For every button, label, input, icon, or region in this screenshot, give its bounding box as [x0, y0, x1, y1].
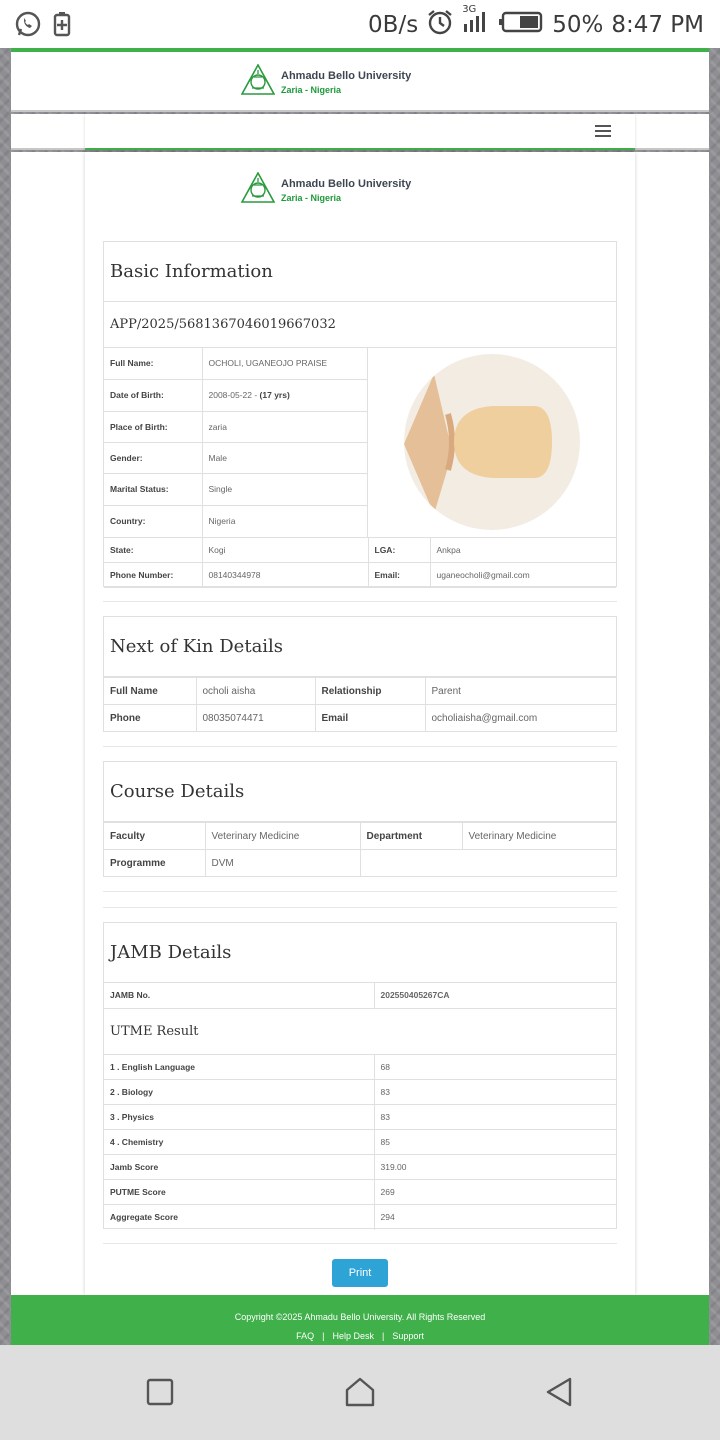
- label: Full Name: [104, 678, 196, 705]
- university-location: Zaria - Nigeria: [281, 85, 342, 95]
- home-icon[interactable]: [344, 1376, 376, 1413]
- university-location: Zaria - Nigeria: [281, 193, 342, 203]
- basic-information-panel: [103, 241, 617, 587]
- battery-level: 50%: [552, 12, 604, 38]
- utme-result-table: [104, 1055, 616, 1230]
- kin-relationship-value: Parent: [425, 678, 616, 705]
- label: Gender:: [104, 442, 202, 473]
- subject-score: 68: [374, 1055, 616, 1080]
- copyright-text: Copyright ©2025 Ahmadu Bello University. All Rights Reserved: [234, 1312, 486, 1322]
- label: Email:: [368, 563, 430, 588]
- jamb-details-panel: [103, 922, 617, 1229]
- menu-icon[interactable]: [595, 125, 611, 137]
- putme-score-label: PUTME Score: [104, 1180, 374, 1205]
- recents-icon[interactable]: [146, 1378, 174, 1411]
- subject-score: 83: [374, 1080, 616, 1105]
- signal-icon: 3G: [462, 8, 490, 42]
- status-bar: [0, 0, 720, 48]
- section-title: Basic Information: [104, 242, 616, 302]
- label: Marital Status:: [104, 473, 202, 505]
- programme-value: DVM: [205, 850, 360, 877]
- aggregate-score-label: Aggregate Score: [104, 1205, 374, 1230]
- empty-cell: [360, 850, 616, 877]
- label: Place of Birth:: [104, 411, 202, 442]
- system-navigation-bar: [0, 1345, 720, 1440]
- avatar: [404, 354, 580, 530]
- separator: |: [382, 1331, 385, 1341]
- label: Full Name:: [104, 348, 202, 379]
- label: Department: [360, 823, 462, 850]
- alarm-icon: [426, 8, 454, 42]
- kin-name-value: ocholi aisha: [196, 678, 315, 705]
- battery-saver-icon: [52, 10, 72, 43]
- application-number: APP/2025/5681367046019667032: [104, 302, 616, 348]
- label: JAMB No.: [104, 983, 374, 1008]
- course-details-panel: [103, 761, 617, 877]
- course-table: [104, 822, 616, 877]
- dob-date: 2008-05-22 -: [208, 390, 260, 400]
- jamb-number-table: [104, 983, 616, 1009]
- divider: [103, 907, 617, 908]
- clock: 8:47 PM: [611, 12, 704, 38]
- jamb-score-value: 319.00: [374, 1155, 616, 1180]
- label: Relationship: [315, 678, 425, 705]
- faq-link[interactable]: FAQ: [296, 1331, 315, 1341]
- subject-label: 1 . English Language: [104, 1055, 374, 1080]
- gender-value: Male: [202, 442, 368, 473]
- navbar: [85, 114, 635, 150]
- site-footer: [11, 1295, 709, 1345]
- aggregate-score-value: 294: [374, 1205, 616, 1230]
- divider: [103, 601, 617, 602]
- lga-value: Ankpa: [430, 538, 616, 563]
- abu-logo-icon: [241, 172, 275, 209]
- site-header: [11, 52, 709, 112]
- battery-icon: [498, 10, 544, 40]
- print-button[interactable]: Print: [332, 1259, 388, 1287]
- support-link[interactable]: Support: [392, 1331, 424, 1341]
- phone-value: 08140344978: [202, 563, 368, 588]
- section-title: Course Details: [104, 762, 616, 822]
- whatsapp-icon: [14, 10, 42, 43]
- personal-info-table: [104, 348, 368, 538]
- network-speed: 0B/s: [368, 12, 419, 38]
- department-value: Veterinary Medicine: [462, 823, 616, 850]
- country-value: Nigeria: [202, 505, 368, 537]
- label: Phone Number:: [104, 563, 202, 588]
- footer-links: [11, 1331, 709, 1341]
- kin-phone-value: 08035074471: [196, 705, 315, 732]
- next-of-kin-panel: [103, 616, 617, 732]
- divider: [103, 891, 617, 892]
- label: LGA:: [368, 538, 430, 563]
- state-value: Kogi: [202, 538, 368, 563]
- university-name: Ahmadu Bello University: [281, 178, 412, 190]
- faculty-value: Veterinary Medicine: [205, 823, 360, 850]
- contact-table: [104, 537, 616, 588]
- dob-value: [202, 379, 368, 411]
- university-name: Ahmadu Bello University: [281, 70, 412, 82]
- dob-age: (17 yrs): [259, 390, 290, 400]
- section-title: JAMB Details: [104, 923, 616, 983]
- utme-result-title: UTME Result: [104, 1009, 616, 1055]
- jamb-number-value: 202550405267CA: [374, 983, 616, 1008]
- label: State:: [104, 538, 202, 563]
- section-title: Next of Kin Details: [104, 617, 616, 677]
- label: Programme: [104, 850, 205, 877]
- label: Country:: [104, 505, 202, 537]
- jamb-score-label: Jamb Score: [104, 1155, 374, 1180]
- putme-score-value: 269: [374, 1180, 616, 1205]
- divider: [103, 746, 617, 747]
- place-of-birth-value: zaria: [202, 411, 368, 442]
- abu-logo-icon: [241, 64, 275, 101]
- full-name-value: OCHOLI, UGANEOJO PRAISE: [202, 348, 368, 379]
- label: Email: [315, 705, 425, 732]
- label: Date of Birth:: [104, 379, 202, 411]
- subject-score: 83: [374, 1105, 616, 1130]
- card-brand: [241, 172, 411, 209]
- label: Faculty: [104, 823, 205, 850]
- label: Phone: [104, 705, 196, 732]
- subject-label: 2 . Biology: [104, 1080, 374, 1105]
- help-desk-link[interactable]: Help Desk: [332, 1331, 374, 1341]
- header-brand[interactable]: [241, 64, 411, 101]
- kin-email-value: ocholiaisha@gmail.com: [425, 705, 616, 732]
- subject-label: 4 . Chemistry: [104, 1130, 374, 1155]
- separator: |: [322, 1331, 325, 1341]
- subject-label: 3 . Physics: [104, 1105, 374, 1130]
- email-value: uganeocholi@gmail.com: [430, 563, 616, 588]
- divider: [103, 1243, 617, 1244]
- marital-status-value: Single: [202, 473, 368, 505]
- passport-photo: [368, 348, 616, 537]
- application-card: [85, 152, 635, 1295]
- subject-score: 85: [374, 1130, 616, 1155]
- nav-band: [11, 114, 709, 150]
- back-icon[interactable]: [544, 1376, 574, 1413]
- next-of-kin-table: [104, 677, 616, 732]
